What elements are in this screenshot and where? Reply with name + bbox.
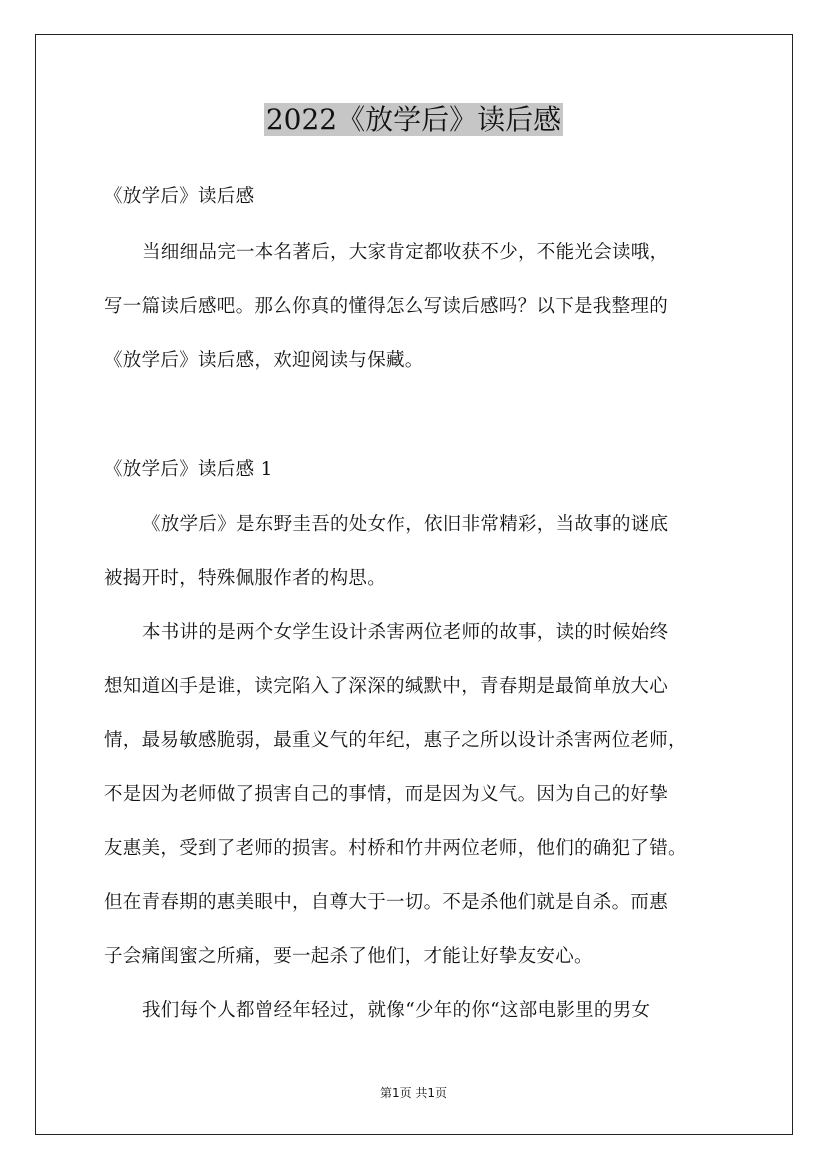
paragraph-line: 情，最易敏感脆弱，最重义气的年纪，惠子之所以设计杀害两位老师，	[104, 730, 687, 751]
paragraph-line: 我们每个人都曾经年轻过，就像“少年的你“这部电影里的男女	[142, 1000, 651, 1021]
document-title: 2022《放学后》读后感	[265, 103, 562, 136]
subtitle: 《放学后》读后感	[104, 186, 255, 207]
paragraph-line: 但在青春期的惠美眼中，自尊大于一切。不是杀他们就是自杀。而惠	[104, 892, 669, 913]
paragraph-line: 本书讲的是两个女学生设计杀害两位老师的故事，读的时候始终	[142, 622, 669, 643]
paragraph-line: 子会痛闺蜜之所痛，要一起杀了他们，才能让好挚友安心。	[104, 946, 593, 967]
section-heading: 《放学后》读后感 1	[104, 459, 273, 480]
paragraph-line: 《放学后》是东野圭吾的处女作，依旧非常精彩，当故事的谜底	[142, 514, 669, 535]
paragraph-line: 想知道凶手是谁，读完陷入了深深的缄默中，青春期是最简单放大心	[104, 676, 669, 697]
document-title-block	[0, 100, 827, 140]
paragraph-line: 不是因为老师做了损害自己的事情，而是因为义气。因为自己的好挚	[104, 784, 669, 805]
intro-line: 《放学后》读后感，欢迎阅读与保藏。	[104, 350, 424, 371]
intro-line: 当细细品完一本名著后，大家肯定都收获不少，不能光会读哦，	[142, 242, 669, 263]
intro-line: 写一篇读后感吧。那么你真的懂得怎么写读后感吗？以下是我整理的	[104, 296, 669, 317]
paragraph-line: 友惠美，受到了老师的损害。村桥和竹井两位老师，他们的确犯了错。	[104, 838, 687, 859]
page-footer: 第1页 共1页	[379, 1086, 448, 1100]
paragraph-line: 被揭开时，特殊佩服作者的构思。	[104, 568, 387, 589]
